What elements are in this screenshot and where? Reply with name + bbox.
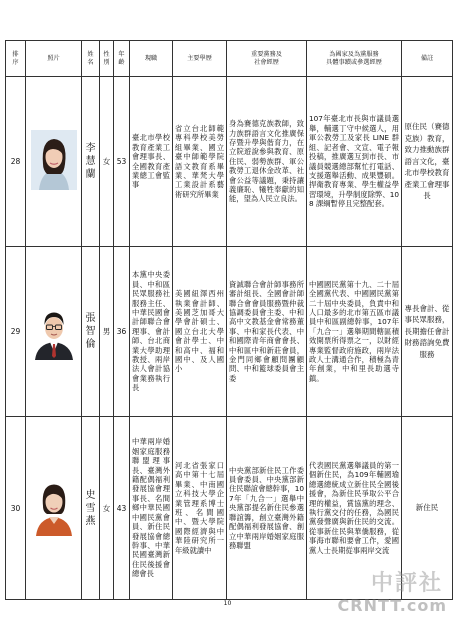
row-service: 107年臺北市長與市議員選舉，輔選丁守中候選人，用軍公教勞工及家長 LINE 群組、記者會、文宣、電子報投稿，推廣選互到市長、市議員競選總部幫忙打電話、支援選舉活動、成果豐碩。捍衛教育專業、學生權益學習環境，升學制度除弊、108 課綱暫停且完整配套。 <box>307 77 402 247</box>
watermark-logo: CRNTT.com <box>337 596 447 615</box>
row-current-position: 臺北市學校教育產業工會理事長、全國教育產業總工會監事 <box>130 77 173 247</box>
row-remark: 原住民（賽德克族）教育，致力推動族群語言文化，臺北市學校教育產業工會理事長 <box>402 77 453 247</box>
header-service: 為國家及為黨服務 具體事蹟或參選經歷 <box>307 41 402 77</box>
row-education: 河北省張家口高中第十七屆畢業、中南國立科技大學企業管理系博士班、名間國中、暨大學院國際經濟與中華陸研究所一年級就讀中 <box>173 417 227 600</box>
row-service: 中國國民黨第十九、二十屆全國黨代表、中國國民黨第二十屆中央委員，負責中和人口最多的北市第五區市議員中和區副總幹事，107年「九合一」選舉期間轄區積效開票所得票之一，以財經專業監督政府施政，兩岸法政人士溝通合作，積極為青年創業，中和里長助選寺鎮。 <box>307 247 402 417</box>
row-seq: 28 <box>6 77 26 247</box>
table-row <box>6 77 453 247</box>
row-age: 36 <box>114 247 130 417</box>
name-char: 史 <box>85 489 96 501</box>
row-education: 省立台北師範專科學校美勞組畢業、國立臺中師範學院語文教育系畢業、華梵大學工業設計系藝術研究所畢業 <box>173 77 227 247</box>
name-char: 倫 <box>85 339 96 350</box>
row-photo <box>26 417 82 600</box>
row-seq: 30 <box>6 417 26 600</box>
header-experience: 重要黨務及 社會經歷 <box>227 41 307 77</box>
row-current-position: 中華兩岸婚姻家庭服務聯盟理事長、臺灣外籍配偶福利發展協會理事長、名間鄉中華民國中國民黨會員、新住民發展協會總幹事、中華民國臺灣新住民後援會總會長 <box>130 417 173 600</box>
portrait-photo <box>31 300 77 360</box>
portrait-photo <box>31 130 77 190</box>
header-age: 年 齡 <box>114 41 130 77</box>
header-name: 姓 名 <box>82 41 100 77</box>
row-service: 代表國民黨選舉議員的第一個新住民，為109年輔國瑜總選總統成立新住民全國後援會，為新住民爭取公平合理的權益，賞協黨的理念、執行黨交付的任務，為國民黨發聲廣與新住民的交流。從事新住民與華僑服務，從事海市聯和要會工作，愛國黨人士長期從事兩岸交流 <box>307 417 402 600</box>
header-sex: 性 別 <box>100 41 114 77</box>
page-number: 10 <box>223 600 232 607</box>
header-current-position: 現職 <box>130 41 173 77</box>
row-name <box>82 77 100 247</box>
row-experience: 中央黨部新住民工作委員會委員、中央黨部新住民聯誼會總幹事，107年「九合一」選舉中央黨部提名新住民參選聯誼籌，創立臺灣外籍配偶福利發展協會、創立中華兩岸婚姻家庭服務聯盟 <box>227 417 307 600</box>
row-remark: 新住民 <box>402 417 453 600</box>
table-row <box>6 247 453 417</box>
name-char: 慧 <box>85 156 96 167</box>
row-name <box>82 417 100 600</box>
portrait-photo <box>31 476 77 536</box>
row-seq: 29 <box>6 247 26 417</box>
row-age: 53 <box>114 77 130 247</box>
name-char: 雪 <box>85 502 96 514</box>
row-sex: 女 <box>100 77 114 247</box>
row-photo <box>26 77 82 247</box>
name-char: 燕 <box>85 515 96 527</box>
header-seq: 排 序 <box>6 41 26 77</box>
header-photo: 照片 <box>26 41 82 77</box>
row-experience: 資誠聯合會計師事務所審計組長、全國會計師聯合會會員服務暨仲裁協調委員會主委、中和高中文教基金會常務董事、中和家長代表、中和國際青年商會會長、中和區中和新莊會員，金門同鄉會顧問團顧問、中和籃球委員會主委 <box>227 247 307 417</box>
name-char: 張 <box>85 313 96 324</box>
row-experience: 身為賽德克族教師，致力族群語言文化推廣保存暨升學與偕育力，在立院遊說參與教育、原住民、弱勢族群、軍公教勞工退休金改革、社會公益等議題，秉持讓義廉恥、犧牲奉獻的知能，望為人民立良法。 <box>227 77 307 247</box>
row-photo <box>26 247 82 417</box>
row-sex: 女 <box>100 417 114 600</box>
table-header-row <box>6 41 453 77</box>
watermark-logo-cn: 中評社 <box>370 571 443 596</box>
row-name <box>82 247 100 417</box>
header-remark: 備註 <box>402 41 453 77</box>
row-education: 美國紐澤西州執業會計師、美國芝加哥大學會計碩士、國立台北大學會計學士、中和高中、福和國中、及人國小 <box>173 247 227 417</box>
name-char: 智 <box>85 326 96 337</box>
name-char: 蘭 <box>85 169 96 180</box>
row-age: 43 <box>114 417 130 600</box>
header-education: 主要學歷 <box>173 41 227 77</box>
row-sex: 男 <box>100 247 114 417</box>
candidate-table <box>5 40 453 600</box>
row-remark: 專長會計、從事民眾服務，長期擔任會計財務諮詢免費服務 <box>402 247 453 417</box>
name-char: 李 <box>85 143 96 154</box>
row-current-position: 本黨中央委員、中和區民眾服務社服務主任、中華民國會計師聯合會理事、會計師、台北商業大學助理教授、兩岸法人會計協會業務執行長 <box>130 247 173 417</box>
